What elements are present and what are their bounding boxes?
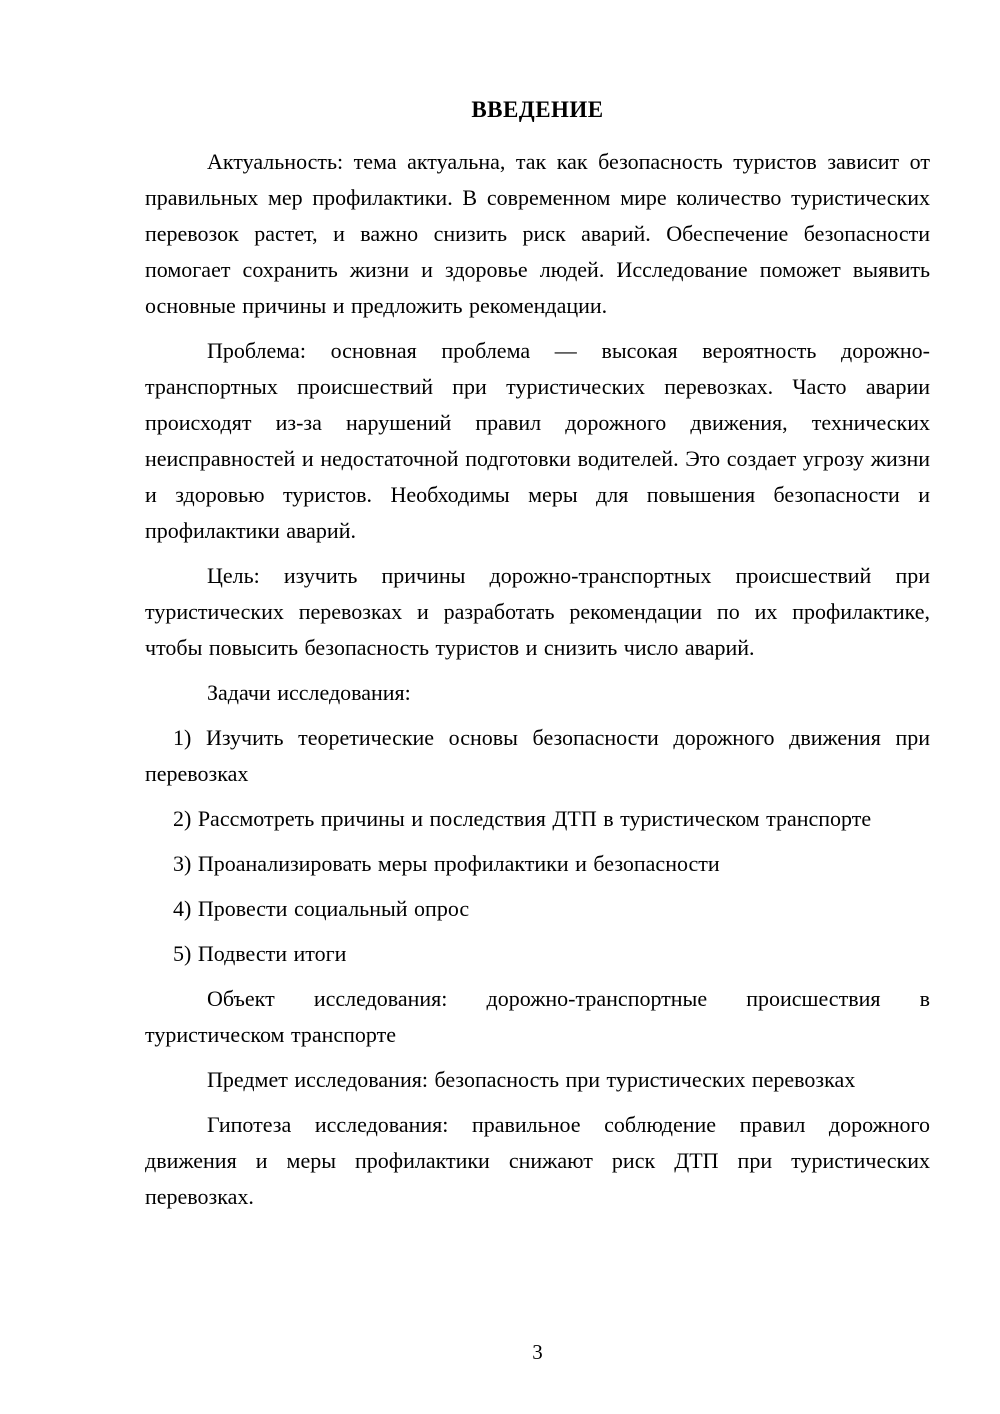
paragraph-problem: Проблема: основная проблема — высокая вероятность дорожно-транспортных происшествий при туристических перевозках. Часто аварии происходят из-за нарушений правил дорожного движения, технических неисправностей и недостаточной подготовки водителей. Это создает угрозу жизни и здоровью туристов. Необходимы меры для повышения безопасности и профилактики аварий. <box>145 338 930 543</box>
task-item-5: 5) Подвести итоги <box>173 941 347 966</box>
task-item-2: 2) Рассмотреть причины и последствия ДТП в туристическом транспорте <box>173 806 872 831</box>
task-item-4: 4) Провести социальный опрос <box>173 896 470 921</box>
paragraph-object: Объект исследования: дорожно-транспортные происшествия в туристическом транспорте <box>145 986 930 1047</box>
page-title: ВВЕДЕНИЕ <box>471 97 604 122</box>
paragraph-hypothesis: Гипотеза исследования: правильное соблюдение правил дорожного движения и меры профилактики снижают риск ДТП при туристических перевозках. <box>145 1112 930 1209</box>
page-number: 3 <box>532 1340 543 1364</box>
paragraph-tasks-heading: Задачи исследования: <box>207 680 411 705</box>
task-item-3: 3) Проанализировать меры профилактики и безопасности <box>173 851 720 876</box>
task-item-1: 1) Изучить теоретические основы безопасности дорожного движения при перевозках <box>145 725 930 786</box>
paragraph-subject: Предмет исследования: безопасность при туристических перевозках <box>207 1067 856 1092</box>
paragraph-goal: Цель: изучить причины дорожно-транспортных происшествий при туристических перевозках и разработать рекомендации по их профилактике, чтобы повысить безопасность туристов и снизить число аварий. <box>145 563 930 660</box>
paragraph-actuality: Актуальность: тема актуальна, так как безопасность туристов зависит от правильных мер профилактики. В современном мире количество туристических перевозок растет, и важно снизить риск аварий. Обеспечение безопасности помогает сохранить жизни и здоровье людей. Исследование поможет выявить основные причины и предложить рекомендации. <box>145 149 930 318</box>
